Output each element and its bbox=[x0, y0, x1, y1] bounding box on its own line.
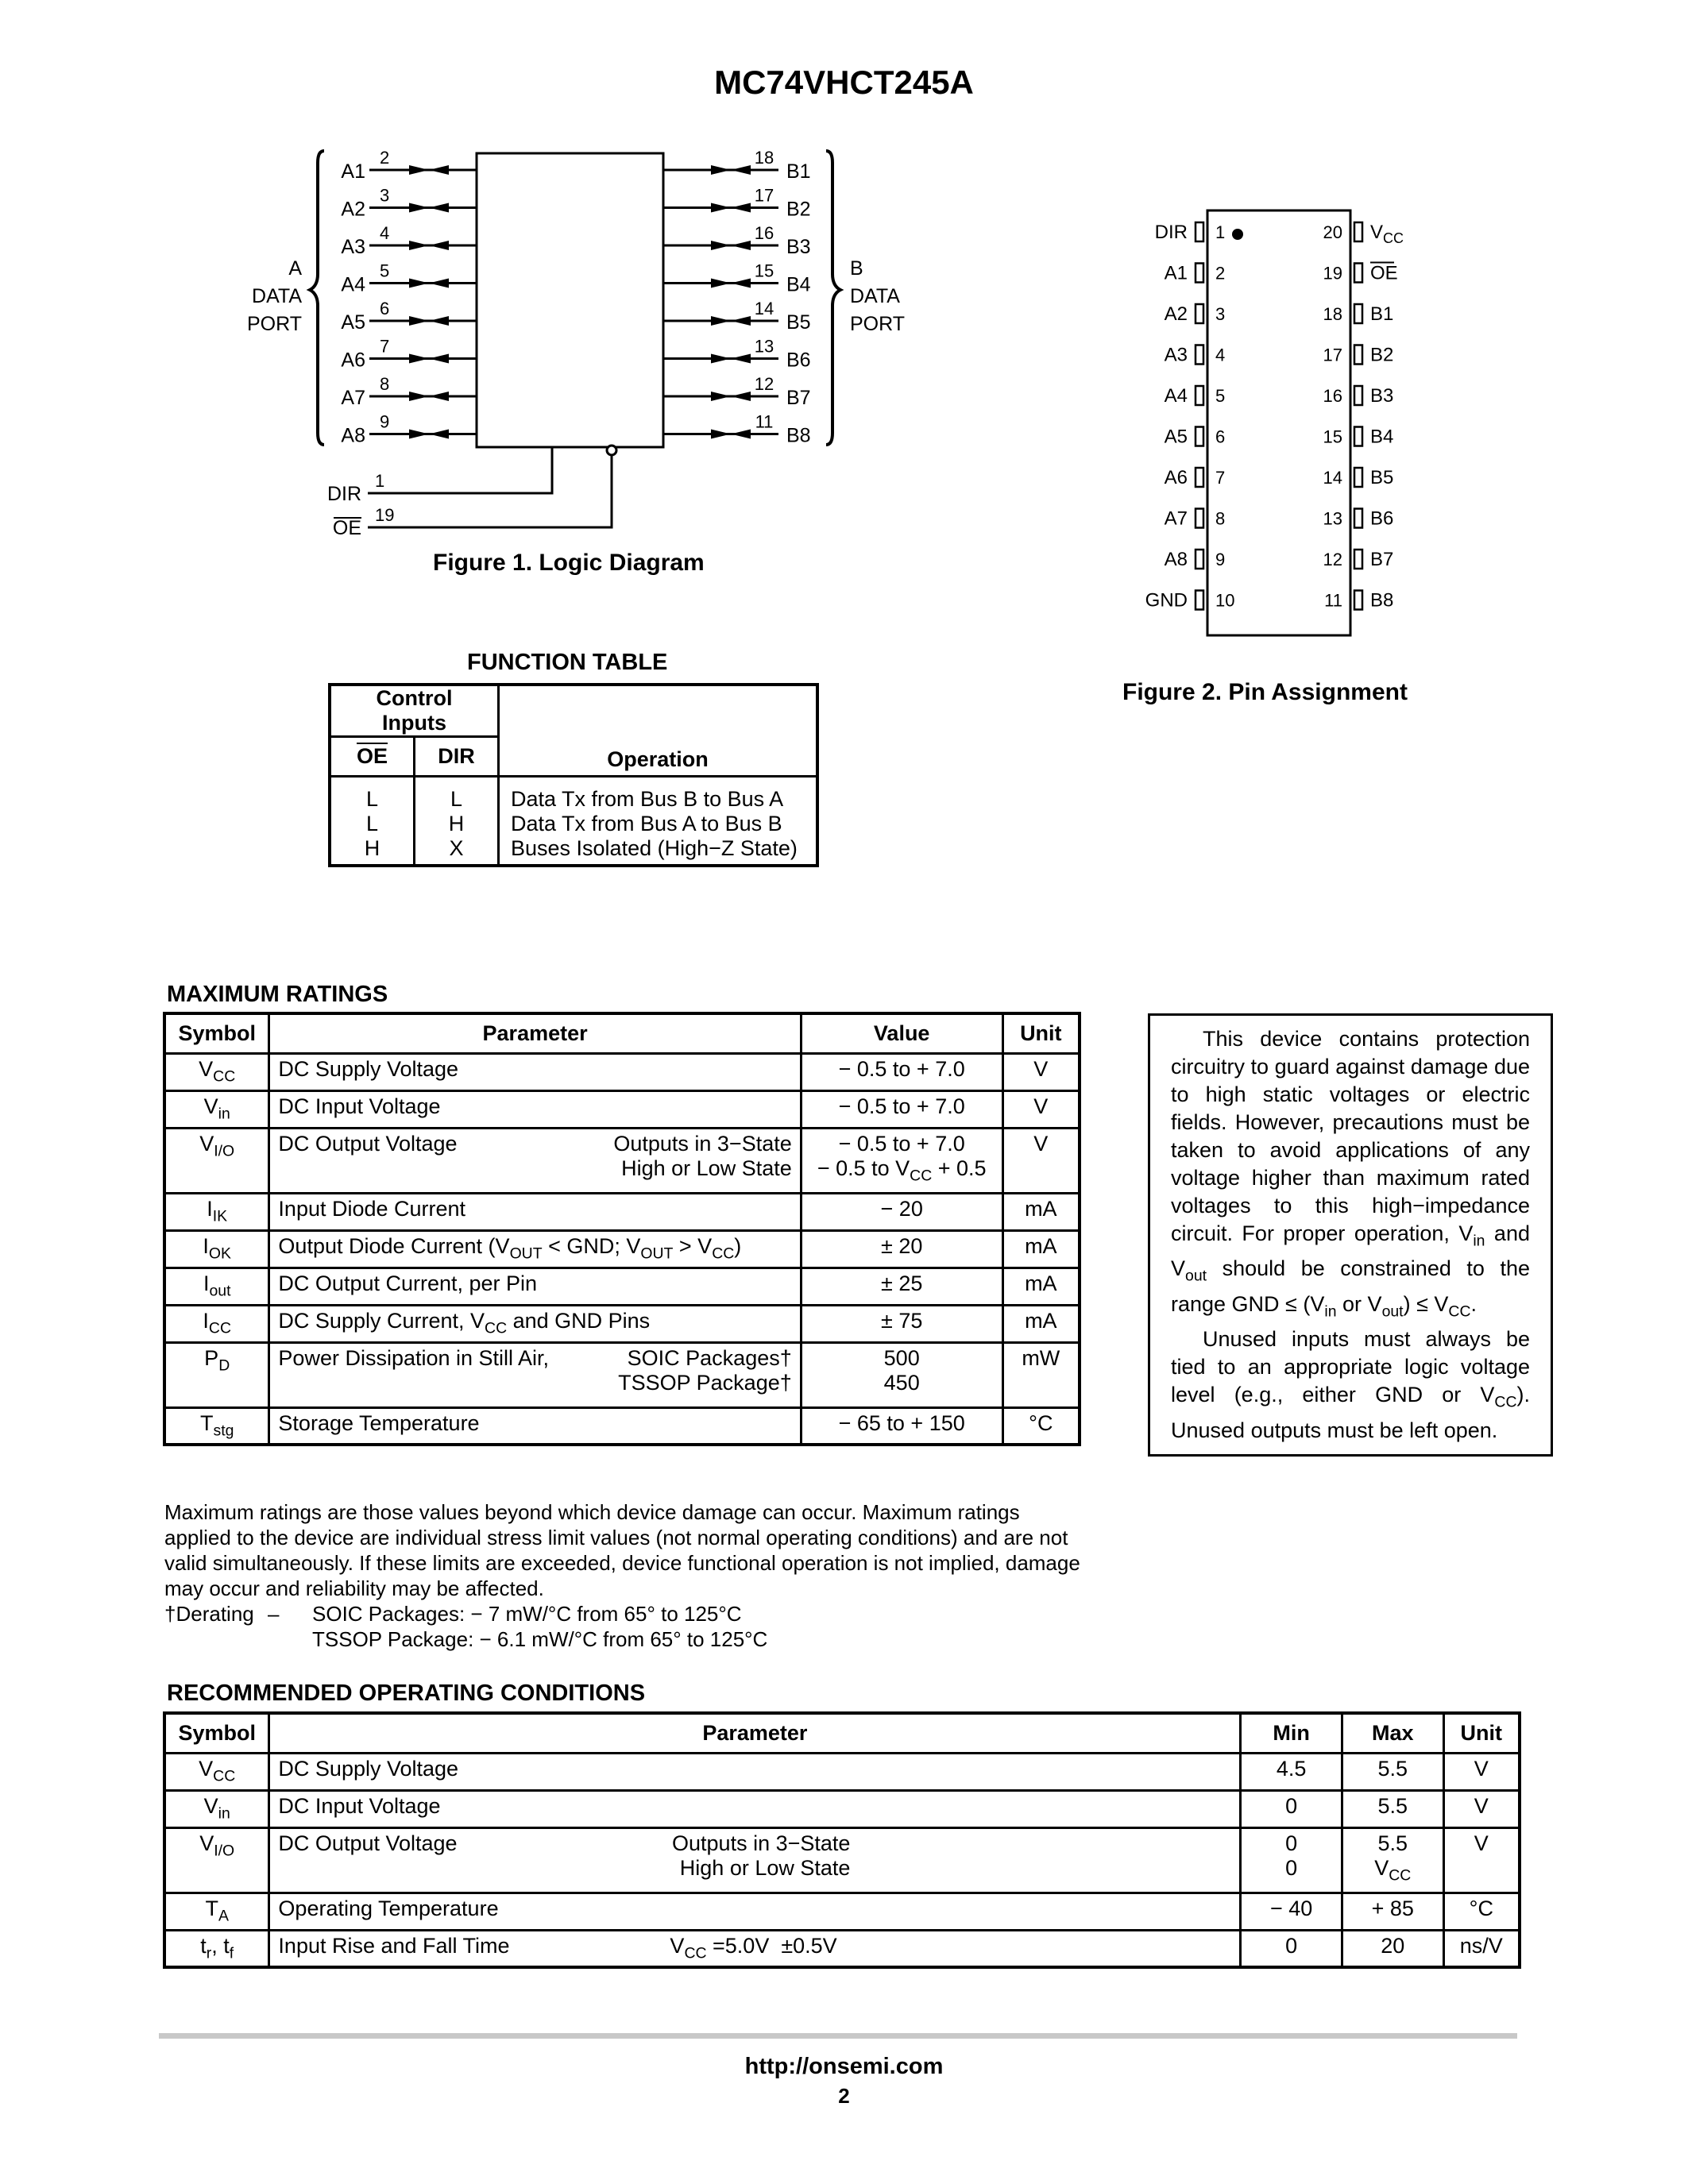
pin-number: 16 bbox=[1323, 386, 1342, 406]
a-pin: 4 bbox=[380, 223, 390, 243]
table-cell: − 0.5 to + 7.0 bbox=[801, 1053, 1002, 1090]
pin-number: 17 bbox=[1323, 345, 1342, 365]
table-cell: V bbox=[1002, 1090, 1080, 1128]
pin-stub bbox=[1354, 304, 1362, 323]
table-cell: $I_{out}$ bbox=[164, 1268, 269, 1305]
pin-stub bbox=[1196, 468, 1203, 487]
table-cell: mW bbox=[1002, 1342, 1080, 1407]
arrow-right bbox=[409, 279, 429, 288]
table-cell: DC Supply Current, $V_{CC}$ and GND Pins bbox=[269, 1305, 801, 1342]
arrow-right bbox=[409, 316, 429, 326]
arrow-right bbox=[711, 165, 731, 175]
arrow-left bbox=[429, 316, 449, 326]
ft-oe-3: H bbox=[330, 836, 415, 866]
a-label: A2 bbox=[341, 198, 365, 221]
pin-number: 5 bbox=[1215, 386, 1226, 406]
table-cell: $V_{CC}$ bbox=[164, 1053, 269, 1090]
a-pin: 7 bbox=[380, 336, 390, 357]
ft-dir-2: H bbox=[415, 812, 499, 836]
ft-op-2: Data Tx from Bus A to Bus B bbox=[511, 812, 782, 835]
dir-line bbox=[368, 447, 552, 493]
max-ratings-title: MAXIMUM RATINGS bbox=[167, 982, 388, 1007]
ft-oe-2: L bbox=[330, 812, 415, 836]
table-cell: − 65 to + 150 bbox=[801, 1407, 1002, 1445]
a-label: A7 bbox=[341, 387, 365, 409]
table-cell: ± 20 bbox=[801, 1230, 1002, 1268]
table-cell: 0 bbox=[1241, 1930, 1342, 1967]
table-cell: DC Input Voltage bbox=[269, 1090, 801, 1128]
a-label: A6 bbox=[341, 349, 365, 372]
pin-stub bbox=[1354, 264, 1362, 283]
max-ratings-table bbox=[163, 1012, 1081, 1446]
arrow-left bbox=[429, 392, 449, 401]
table-cell: 500 450 bbox=[801, 1342, 1002, 1407]
arrow-right bbox=[711, 392, 731, 401]
pin-name: A6 bbox=[1164, 467, 1188, 488]
arrow-left bbox=[429, 354, 449, 364]
b-label: B6 bbox=[786, 349, 811, 372]
arrow-right bbox=[409, 392, 429, 401]
pin-number: 12 bbox=[1323, 550, 1342, 569]
arrow-right bbox=[711, 203, 731, 213]
pin-stub bbox=[1354, 386, 1362, 405]
arrow-right bbox=[409, 430, 429, 439]
table-cell: DC Output Current, per Pin bbox=[269, 1268, 801, 1305]
pin-name: DIR bbox=[1154, 222, 1188, 243]
function-table bbox=[328, 683, 819, 867]
arrow-right bbox=[711, 354, 731, 364]
b-label: B1 bbox=[786, 160, 811, 183]
table-cell: $V_{in}$ bbox=[164, 1790, 269, 1827]
footer-url[interactable]: http://onsemi.com bbox=[744, 2054, 944, 2079]
b-pin: 18 bbox=[754, 148, 774, 168]
table-cell: DC Output Voltage Outputs in 3−State High or Low State bbox=[269, 1128, 801, 1193]
oe-line bbox=[368, 454, 612, 527]
b-pin: 14 bbox=[754, 299, 774, 318]
pin-stub bbox=[1196, 427, 1203, 446]
operation-header: Operation bbox=[499, 685, 818, 777]
table-cell: Input Diode Current bbox=[269, 1193, 801, 1230]
arrow-right bbox=[711, 241, 731, 250]
pin-stub bbox=[1354, 427, 1362, 446]
arrow-left bbox=[429, 203, 449, 213]
table-cell: DC Supply Voltage bbox=[269, 1053, 801, 1090]
pin-stub bbox=[1196, 304, 1203, 323]
table-cell: 0 bbox=[1241, 1790, 1342, 1827]
arrow-left bbox=[731, 392, 751, 401]
a-pin: 5 bbox=[380, 260, 390, 281]
table-cell: 5.5 bbox=[1342, 1790, 1443, 1827]
pin-stub bbox=[1354, 550, 1362, 569]
pin-name: A8 bbox=[1164, 549, 1188, 570]
table-cell: − 20 bbox=[801, 1193, 1002, 1230]
table-cell: $T_{stg}$ bbox=[164, 1407, 269, 1445]
ft-dir-3: X bbox=[415, 836, 499, 866]
oe-header: $\overline{OE}$ bbox=[330, 737, 415, 777]
dir-pin: 1 bbox=[375, 471, 385, 491]
arrow-left bbox=[731, 354, 751, 364]
arrow-left bbox=[429, 279, 449, 288]
arrow-left bbox=[429, 430, 449, 439]
roc-header-parameter: Parameter bbox=[269, 1713, 1241, 1753]
arrow-left bbox=[429, 165, 449, 175]
arrow-right bbox=[409, 241, 429, 250]
b-label: B5 bbox=[786, 311, 811, 334]
arrow-right bbox=[409, 203, 429, 213]
oe-label: OE bbox=[332, 517, 361, 539]
a-port-label-3: PORT bbox=[247, 313, 302, 335]
ft-oe-1: L bbox=[330, 777, 415, 812]
table-cell: − 0.5 to + 7.0 bbox=[801, 1090, 1002, 1128]
max-ratings-note-text: Maximum ratings are those values beyond which device damage can occur. Maximum ratings applied to the device are individual stress limit values (not normal operating conditions) and are not valid simultaneously. If these limits are exceeded, device functional operation is not implied, damage may occur and reliability may be affected. bbox=[164, 1500, 1080, 1600]
roc-header-max: Max bbox=[1342, 1713, 1443, 1753]
pin-number: 19 bbox=[1323, 263, 1342, 284]
pin-number: 18 bbox=[1323, 304, 1342, 324]
arrow-left bbox=[731, 430, 751, 439]
pin-stub bbox=[1354, 591, 1362, 610]
table-cell: °C bbox=[1002, 1407, 1080, 1445]
table-cell: DC Input Voltage bbox=[269, 1790, 1241, 1827]
a-port-brace bbox=[310, 151, 324, 445]
pin-stub bbox=[1196, 345, 1203, 365]
pin-name: A3 bbox=[1164, 344, 1188, 366]
table-cell: Input Rise and Fall Time $V_{CC} =5.0V \pm 0.5V$ bbox=[269, 1930, 1241, 1967]
pin-stub bbox=[1196, 386, 1203, 405]
table-cell: $P_D$ bbox=[164, 1342, 269, 1407]
pin-stub bbox=[1354, 468, 1362, 487]
table-cell: mA bbox=[1002, 1230, 1080, 1268]
a-port-label-2: DATA bbox=[252, 285, 302, 307]
pin-name: B1 bbox=[1370, 303, 1394, 325]
mr-header-value: Value bbox=[801, 1013, 1002, 1053]
ft-op-3: Buses Isolated (High−Z State) bbox=[511, 836, 798, 860]
table-cell: − 0.5 to + 7.0 − 0.5 to $V_{CC} + 0.5$ bbox=[801, 1128, 1002, 1193]
b-port-label-1: B bbox=[850, 257, 863, 280]
logic-diagram bbox=[238, 135, 937, 548]
pin-assignment-diagram bbox=[1120, 199, 1454, 643]
ft-op-1: Data Tx from Bus B to Bus A bbox=[511, 787, 784, 811]
a-label: A1 bbox=[341, 160, 365, 183]
table-cell: ns/V bbox=[1443, 1930, 1520, 1967]
protection-note-box bbox=[1148, 1013, 1553, 1457]
oe-pin: 19 bbox=[375, 505, 395, 525]
dir-header: DIR bbox=[415, 737, 499, 777]
arrow-left bbox=[731, 165, 751, 175]
mr-header-symbol: Symbol bbox=[164, 1013, 269, 1053]
pin-number: 1 bbox=[1215, 222, 1226, 242]
b-port-label-2: DATA bbox=[850, 285, 900, 307]
b-pin: 11 bbox=[755, 411, 774, 432]
table-cell: V bbox=[1443, 1827, 1520, 1893]
table-cell: Output Diode Current ($V_{OUT}$ < GND; $V_{OUT} > V_{CC}$) bbox=[269, 1230, 801, 1268]
table-cell: V bbox=[1443, 1790, 1520, 1827]
a-pin: 9 bbox=[380, 411, 390, 432]
pin-number: 15 bbox=[1323, 426, 1342, 447]
b-port-label-3: PORT bbox=[850, 313, 905, 335]
pin-number: 6 bbox=[1215, 426, 1226, 447]
roc-header-unit: Unit bbox=[1443, 1713, 1520, 1753]
b-label: B4 bbox=[786, 273, 811, 296]
pin-number: 14 bbox=[1323, 468, 1342, 488]
pin-name: A7 bbox=[1164, 507, 1188, 530]
mr-header-parameter: Parameter bbox=[269, 1013, 801, 1053]
a-pin: 8 bbox=[380, 374, 390, 394]
pin-name: A5 bbox=[1164, 426, 1188, 448]
table-cell: $I_{IK}$ bbox=[164, 1193, 269, 1230]
a-pin: 2 bbox=[380, 148, 390, 168]
table-cell: $V_{CC}$ bbox=[164, 1753, 269, 1790]
left-pins bbox=[1145, 222, 1235, 612]
pin-name: B6 bbox=[1370, 507, 1394, 530]
pin-name: OE bbox=[1370, 262, 1398, 284]
table-cell: DC Output Voltage Outputs in 3−State High or Low State bbox=[269, 1827, 1241, 1893]
a-pin: 3 bbox=[380, 185, 390, 206]
table-cell: 5.5 bbox=[1342, 1753, 1443, 1790]
b-port-brace bbox=[826, 151, 840, 445]
table-cell: $I_{CC}$ bbox=[164, 1305, 269, 1342]
table-cell: $V_{I/O}$ bbox=[164, 1827, 269, 1893]
mr-header-unit: Unit bbox=[1002, 1013, 1080, 1053]
arrow-right bbox=[409, 165, 429, 175]
table-cell: Power Dissipation in Still Air, SOIC Packages† TSSOP Package† bbox=[269, 1342, 801, 1407]
roc-header-symbol: Symbol bbox=[164, 1713, 269, 1753]
table-cell: V bbox=[1443, 1753, 1520, 1790]
table-cell: mA bbox=[1002, 1268, 1080, 1305]
b-pin: 15 bbox=[754, 260, 774, 281]
pin-name: B5 bbox=[1370, 467, 1394, 488]
page-title: MC74VHCT245A bbox=[714, 64, 974, 101]
max-ratings-note bbox=[164, 1499, 1086, 1652]
table-cell: − 40 bbox=[1241, 1893, 1342, 1930]
table-cell: $V_{in}$ bbox=[164, 1090, 269, 1128]
arrow-right bbox=[711, 316, 731, 326]
a-label: A8 bbox=[341, 424, 365, 447]
pin-name: B2 bbox=[1370, 344, 1394, 366]
pin-stub bbox=[1354, 509, 1362, 528]
table-cell: V bbox=[1002, 1128, 1080, 1193]
pin-stub bbox=[1196, 509, 1203, 528]
arrow-left bbox=[731, 316, 751, 326]
table-cell: Storage Temperature bbox=[269, 1407, 801, 1445]
function-table-title: FUNCTION TABLE bbox=[467, 650, 668, 675]
pin-name: B8 bbox=[1370, 589, 1394, 612]
b-label: B2 bbox=[786, 198, 811, 221]
pin-name: V bbox=[1370, 222, 1384, 243]
b-label: B7 bbox=[786, 387, 811, 409]
arrow-left bbox=[731, 241, 751, 250]
arrow-left bbox=[429, 241, 449, 250]
pin-number: 10 bbox=[1215, 590, 1235, 611]
derating-line-1: †Derating – SOIC Packages: − 7 mW/°C from 65° to 125°C bbox=[164, 1602, 742, 1626]
pin-1-marker bbox=[1232, 229, 1243, 240]
table-cell: V bbox=[1002, 1053, 1080, 1090]
rec-op-title: RECOMMENDED OPERATING CONDITIONS bbox=[167, 1680, 646, 1706]
a-port-label-1: A bbox=[288, 257, 302, 280]
protection-note-paragraph-2: Unused inputs must always be tied to an appropriate logic voltage level (e.g., either GND or $V_{CC}$). Unused outputs must be left open. bbox=[1171, 1327, 1530, 1442]
table-cell: ± 75 bbox=[801, 1305, 1002, 1342]
pin-name: A1 bbox=[1164, 262, 1188, 284]
right-pins bbox=[1323, 222, 1404, 612]
arrow-left bbox=[731, 279, 751, 288]
pin-number: 20 bbox=[1323, 222, 1342, 242]
table-cell: °C bbox=[1443, 1893, 1520, 1930]
pin-number: 7 bbox=[1215, 468, 1226, 488]
arrow-right bbox=[711, 279, 731, 288]
control-inputs-header: Control Inputs bbox=[330, 685, 499, 737]
table-cell: mA bbox=[1002, 1305, 1080, 1342]
oe-inversion-bubble bbox=[607, 446, 616, 455]
table-cell: $V_{I/O}$ bbox=[164, 1128, 269, 1193]
b-port-lines bbox=[663, 148, 811, 447]
pin-name: A2 bbox=[1164, 303, 1188, 325]
pin-number: 11 bbox=[1324, 590, 1342, 611]
pin-number: 8 bbox=[1215, 508, 1226, 529]
figure-2-caption: Figure 2. Pin Assignment bbox=[1122, 679, 1408, 705]
rec-op-table bbox=[163, 1711, 1521, 1969]
pin-stub bbox=[1196, 222, 1203, 241]
a-label: A3 bbox=[341, 236, 365, 258]
table-cell: ± 25 bbox=[801, 1268, 1002, 1305]
table-cell: 5.5 $V_{CC}$ bbox=[1342, 1827, 1443, 1893]
b-pin: 16 bbox=[754, 223, 774, 243]
dir-label: DIR bbox=[326, 483, 361, 505]
pin-stub bbox=[1354, 222, 1362, 241]
table-cell: mA bbox=[1002, 1193, 1080, 1230]
b-label: B8 bbox=[786, 424, 811, 447]
pin-number: 3 bbox=[1215, 304, 1226, 324]
pin-name: B3 bbox=[1370, 385, 1394, 407]
pin-stub bbox=[1354, 345, 1362, 365]
table-cell: + 85 bbox=[1342, 1893, 1443, 1930]
a-label: A4 bbox=[341, 273, 365, 296]
a-label: A5 bbox=[341, 311, 365, 334]
table-cell: DC Supply Voltage bbox=[269, 1753, 1241, 1790]
pin-stub bbox=[1196, 264, 1203, 283]
page-number: 2 bbox=[838, 2084, 850, 2108]
arrow-right bbox=[409, 354, 429, 364]
pin-name: B4 bbox=[1370, 426, 1394, 448]
pin-name: B7 bbox=[1370, 549, 1394, 570]
table-cell: 0 0 bbox=[1241, 1827, 1342, 1893]
pin-name: A4 bbox=[1164, 385, 1188, 407]
b-pin: 13 bbox=[754, 336, 774, 357]
pin-stub bbox=[1196, 550, 1203, 569]
table-cell: 20 bbox=[1342, 1930, 1443, 1967]
pin-number: 2 bbox=[1215, 263, 1226, 284]
b-label: B3 bbox=[786, 236, 811, 258]
table-cell: $T_A$ bbox=[164, 1893, 269, 1930]
pin-number: 13 bbox=[1323, 508, 1342, 529]
ft-dir-1: L bbox=[415, 777, 499, 812]
table-cell: 4.5 bbox=[1241, 1753, 1342, 1790]
protection-note-paragraph-1: This device contains protection circuitry to guard against damage due to high static voltages or electric fields. However, precautions must be taken to avoid applications of any voltage higher than maximum rated voltages to this high−impedance circuit. For proper operation, $V_{in}$ and $V_{out}$ should be constrained to the range GND ≤ ($V_{in}$ or $V_{out}) \le V_{CC}$. bbox=[1171, 1027, 1530, 1321]
a-pin: 6 bbox=[380, 299, 390, 318]
roc-header-min: Min bbox=[1241, 1713, 1342, 1753]
pin-name-sub: CC bbox=[1383, 230, 1404, 246]
arrow-left bbox=[731, 203, 751, 213]
derating-line-2: TSSOP Package: − 6.1 mW/°C from 65° to 125°C bbox=[312, 1627, 768, 1651]
a-port-lines bbox=[341, 148, 477, 447]
b-pin: 17 bbox=[754, 185, 774, 206]
table-cell: Operating Temperature bbox=[269, 1893, 1241, 1930]
table-cell: $I_{OK}$ bbox=[164, 1230, 269, 1268]
pin-name: GND bbox=[1145, 589, 1188, 612]
table-cell: $t_r$, $t_f$ bbox=[164, 1930, 269, 1967]
b-pin: 12 bbox=[754, 374, 774, 394]
arrow-right bbox=[711, 430, 731, 439]
transceiver-block bbox=[477, 153, 663, 447]
pin-number: 9 bbox=[1215, 550, 1226, 569]
pin-stub bbox=[1196, 591, 1203, 610]
footer-rule bbox=[159, 2033, 1517, 2039]
figure-1-caption: Figure 1. Logic Diagram bbox=[433, 550, 705, 576]
pin-number: 4 bbox=[1215, 345, 1226, 365]
